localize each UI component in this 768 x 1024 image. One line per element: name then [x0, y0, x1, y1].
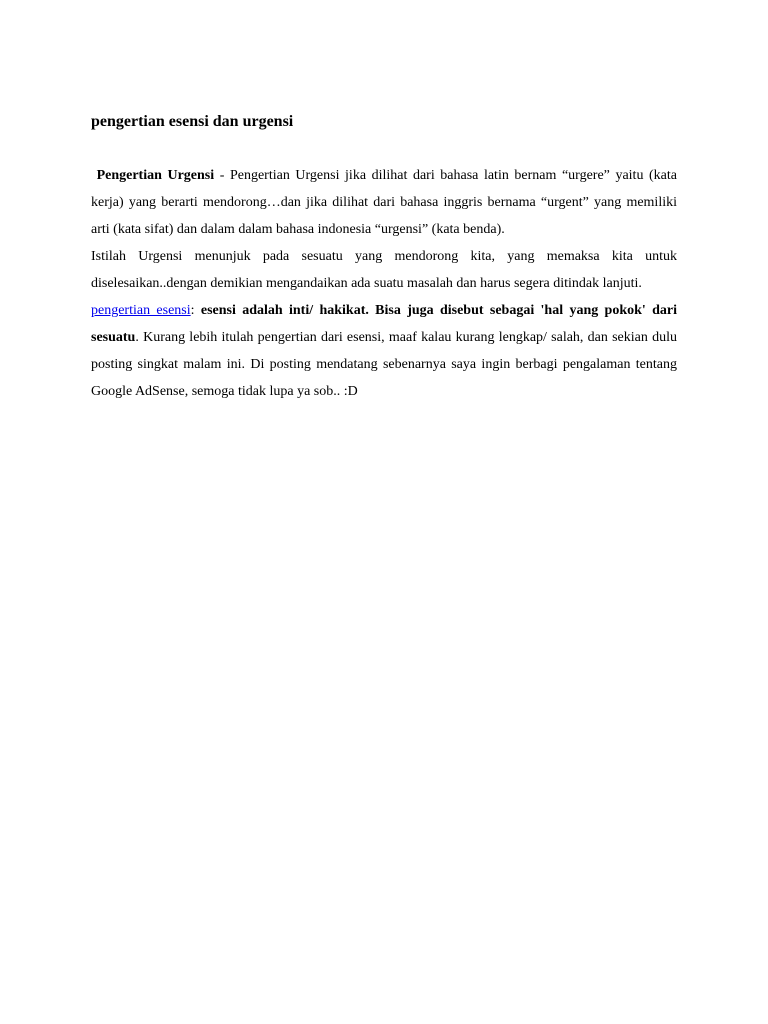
paragraph-istilah: Istilah Urgensi menunjuk pada sesuatu yang mendorong kita, yang memaksa kita untuk diselesaikan..dengan demikian mengandaikan ada suatu masalah dan harus segera ditindak lanjuti.	[91, 249, 677, 291]
paragraph-urgensi	[91, 162, 677, 243]
document-title: pengertian esensi dan urgensi	[91, 113, 294, 130]
paragraph-esensi	[91, 297, 677, 405]
document-body	[91, 162, 677, 405]
pengertian-esensi-link[interactable]: pengertian esensi	[91, 303, 191, 318]
esensi-closing-text: . Kurang lebih itulah pengertian dari esensi, maaf kalau kurang lengkap/ salah, dan sekian dulu posting singkat malam ini. Di posting mendatang sebenarnya saya ingin berbagi pengalaman tentang Google AdSense, semoga tidak lupa ya sob.. :D	[91, 330, 677, 399]
term-pengertian-urgensi: Pengertian Urgensi	[96, 168, 215, 183]
esensi-colon: :	[190, 303, 201, 318]
esensi-definition: esensi adalah inti/ hakikat. Bisa juga disebut sebagai 'hal yang pokok' dari sesuatu	[91, 303, 678, 345]
urgensi-body-text: - Pengertian Urgensi jika dilihat dari bahasa latin bernam “urgere” yaitu (kata kerja) yang berarti mendorong…dan jika dilihat dari bahasa inggris bernama “urgent” yang memiliki arti (kata sifat) dan dalam dalam bahasa indonesia “urgensi” (kata benda).	[91, 168, 677, 237]
